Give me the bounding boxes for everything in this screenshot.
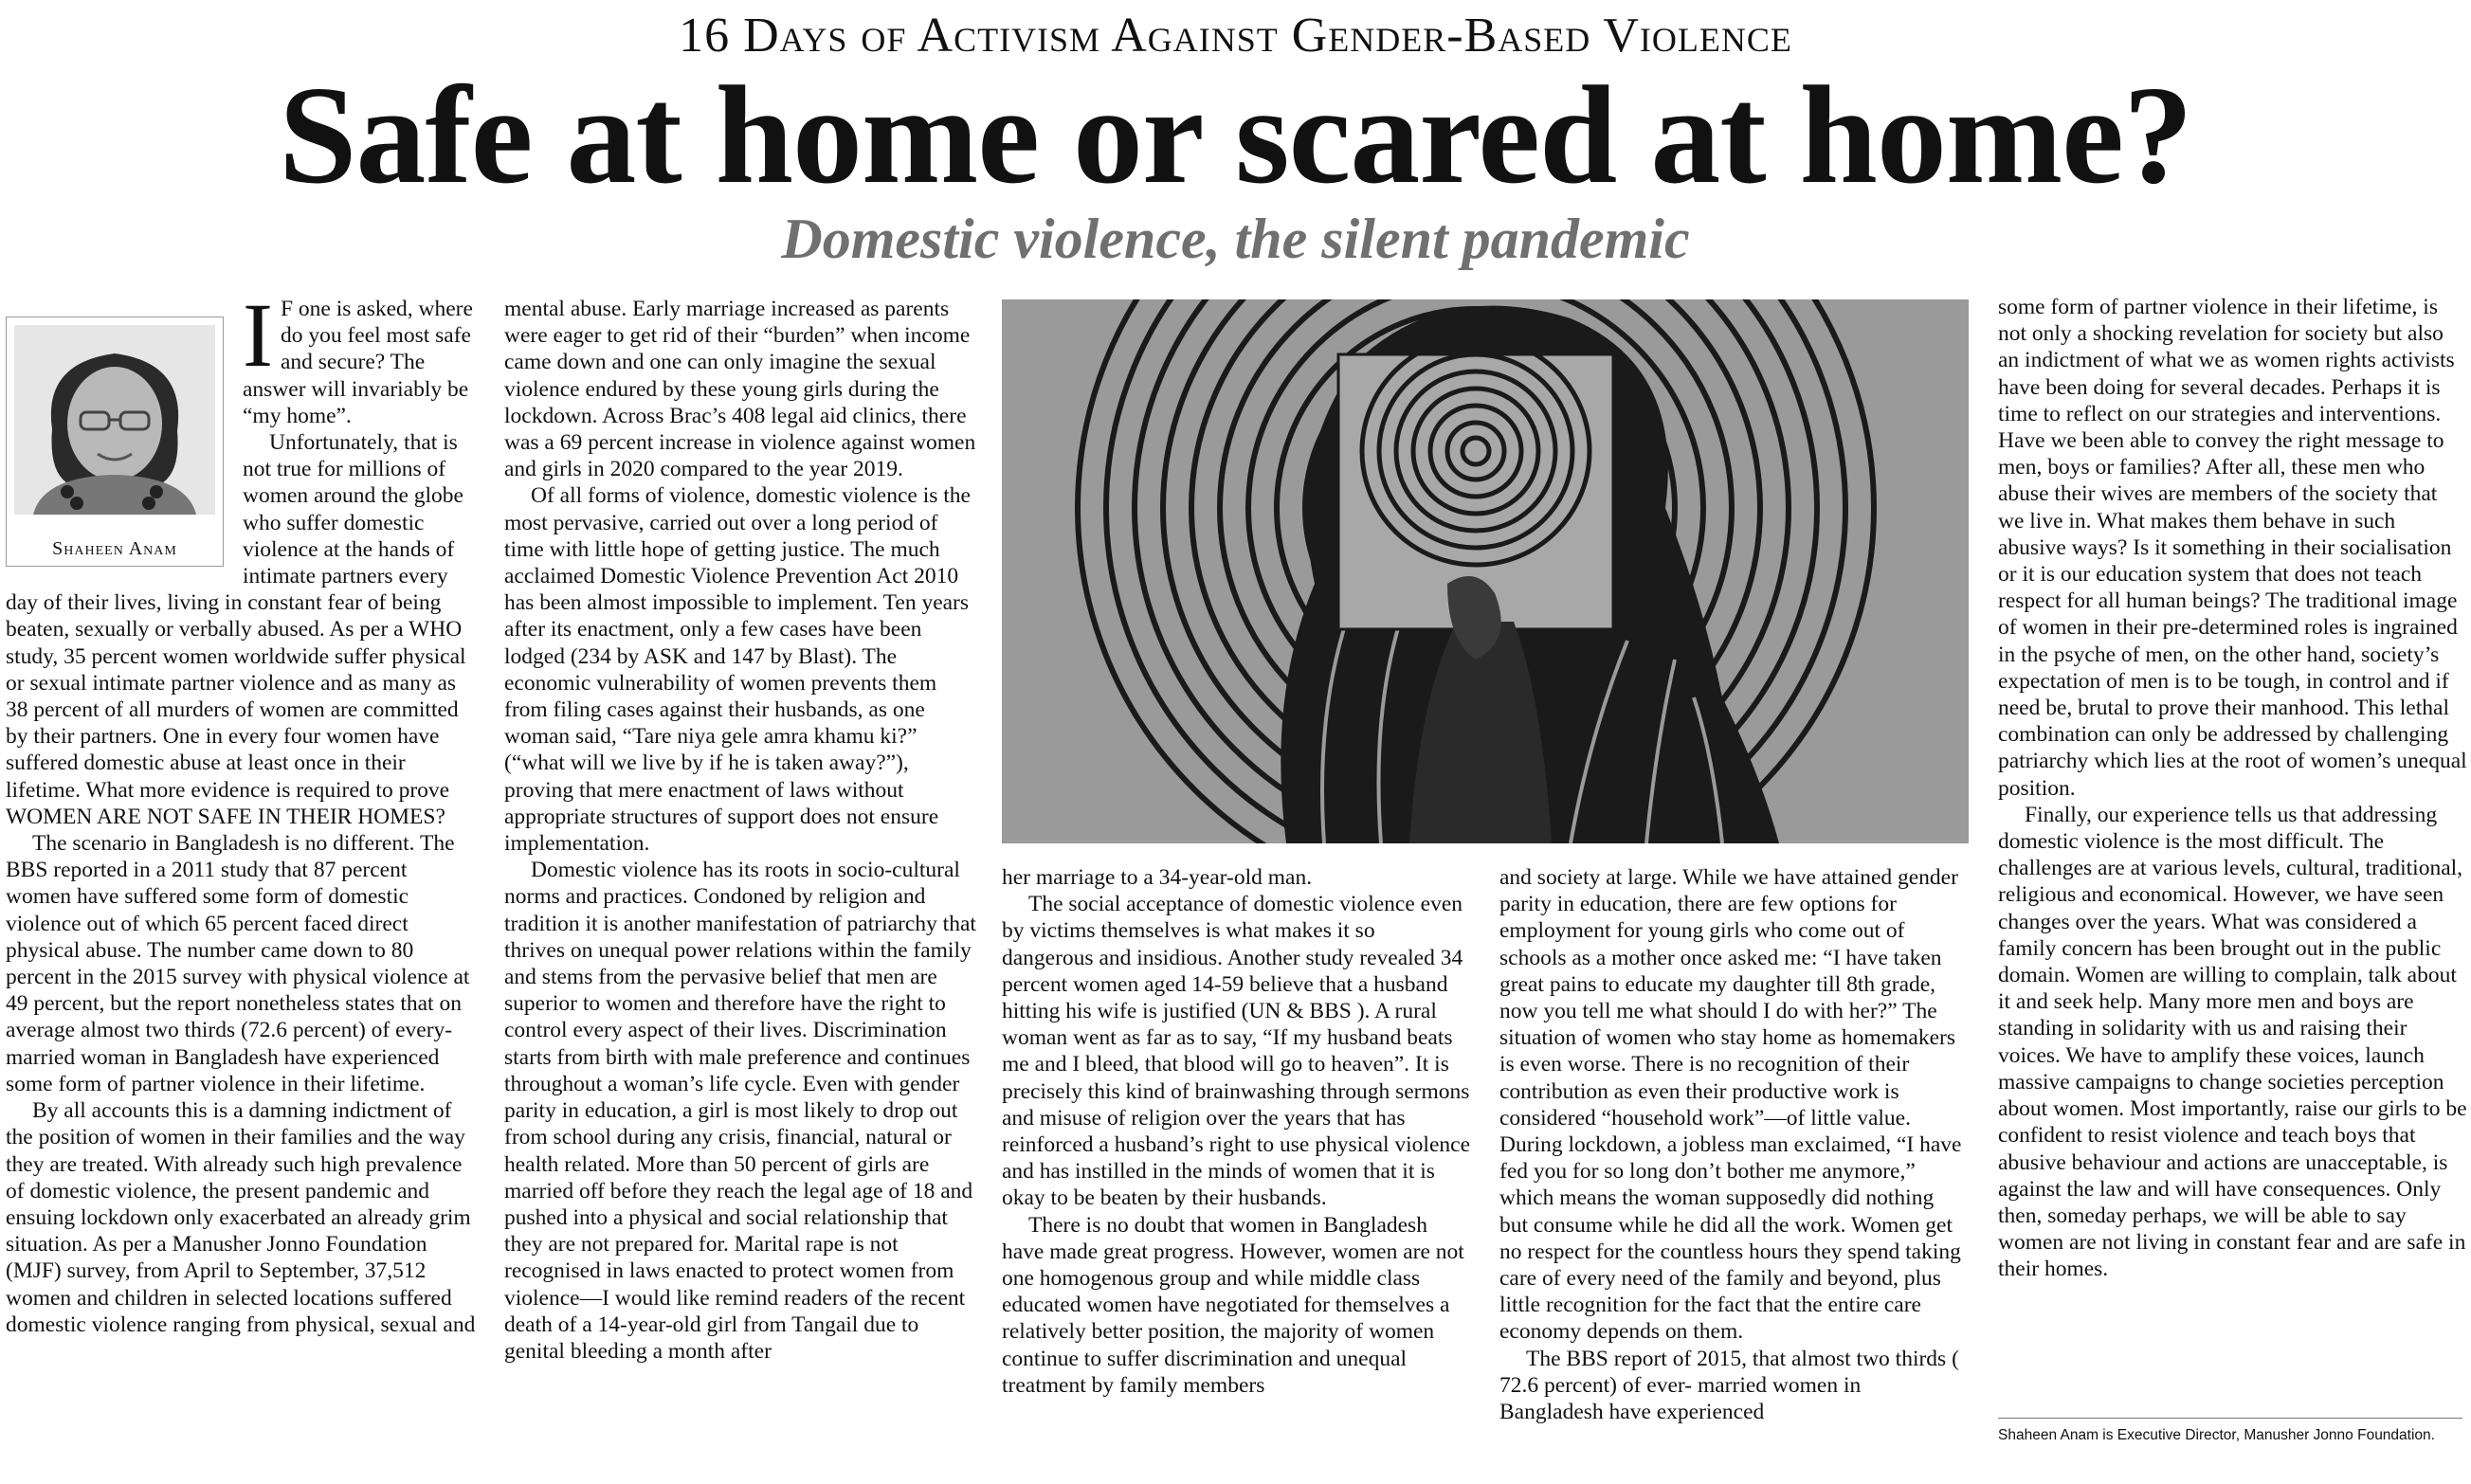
paragraph: Domestic violence has its roots in socio-cultural norms and practices. Condoned by religion and tradition it is another manifestation of patriarchy that thrives on unequal power relations within the family and stems from the pervasive belief that men are superior to women and therefore have the right to control every aspect of their lives. Discrimination starts from birth with male preference and continues throughout a woman’s life cycle. Even with gender parity in education, a girl is most likely to drop out from school during any crisis, financial, natural or health related. More than 50 percent of girls are married off before they reach the legal age of 18 and pushed into a physical and social relationship that they are not prepared for. Marital rape is not recognised in laws enacted to protect women from violence—I would like remind readers of the recent death of a 14-year-old girl from Tangail due to genital bleeding a month after: [504, 858, 976, 1364]
article-column-2: [504, 296, 978, 1365]
paragraph: Finally, our experience tells us that addressing domestic violence is the most difficult. The challenges are at various levels, cultural, traditional, religious and economical. However, we have seen changes over the years. What was considered a family concern has been brought out in the public domain. Women are willing to complain, talk about it and seek help. Many more men and boys are standing in solidarity with us and raising their voices. We have to amplify these voices, launch massive campaigns to change societies perception about women. Most importantly, raise our girls to be confident to resist violence and teach boys that abusive behaviour and actions are unacceptable, is against the law and will have consequences. Only then, someday perhaps, we will be able to say women are not living in constant fear and are safe in their homes.: [1998, 802, 2467, 1282]
paragraph: By all accounts this is a damning indictment of the position of women in their families and the way they are treated. With already such high prevalence of domestic violence, the present pandemic and ensuing lockdown only exacerbated an already grim situation. As per a Manusher Jonno Foundation (MJF) survey, from April to September, 37,512 women and children in selected locations suffered domestic violence ranging from physical, sexual and: [6, 1098, 476, 1337]
article-column-3: [1002, 864, 1470, 1399]
paragraph: her marriage to a 34-year-old man.: [1002, 865, 1313, 890]
paragraph: mental abuse. Early marriage increased as parents were eager to get rid of their “burden” when income came down and one can only imagine the sexual violence endured by these young girls during the lockdown. Across Brac’s 408 legal aid clinics, there was a 69 percent increase in violence against women and girls in 2020 compared to the year 2019.: [504, 297, 976, 482]
paragraph: The BBS report of 2015, that almost two thirds ( 72.6 percent) of ever- married women in Bangladesh have experienced: [1499, 1346, 1959, 1425]
author-footnote: Shaheen Anam is Executive Director, Manusher Jonno Foundation.: [1998, 1418, 2462, 1444]
subheadline: Domestic violence, the silent pandemic: [781, 208, 1690, 270]
article-column-5: [1998, 294, 2468, 1283]
paragraph: and society at large. While we have attained gender parity in education, there are few options for employment for young girls who come out of schools as a mother once asked me: “I have taken great pains to educate my daughter till 8th grade, now you tell me what should I do with her?” The situation of women who stay home as homemakers is even worse. There is no recognition of their contribution as even their productive work is considered “household work”—of little value. During lockdown, a jobless man exclaimed, “I have fed you for so long don’t bother me anymore,” which means the woman supposedly did nothing but consume while he did all the work. Women get no respect for the countless hours they spend taking care of every need of the family and beyond, plus little recognition for the fact that the entire care economy depends on them.: [1499, 865, 1962, 1345]
paragraph: The social acceptance of domestic violence even by victims themselves is what makes it so dangerous and insidious. Another study revealed 34 percent women aged 14-59 believe that a husband hitting his wife is justified (UN & BBS ). A rural woman went as far as to say, “If my husband beats me and I bleed, that blood will go to heaven”. It is precisely this kind of brainwashing through sermons and misuse of religion over the years that has reinforced a husband’s right to use physical violence and has instilled in the minds of women that it is okay to be beaten by their husbands.: [1002, 892, 1471, 1211]
drop-cap: I: [243, 284, 273, 386]
woman-thinking-illustration-icon: [1002, 299, 1969, 843]
author-photo: [6, 317, 224, 567]
headline: Safe at home or scared at home?: [279, 58, 2192, 213]
author-name: Shaheen Anam: [52, 537, 177, 559]
paragraph: Unfortunately, that is not true for millions of women around the globe who suffer domestic violence at the hands of intimate partners every day of their lives, living in constant fear of being beaten, sexually or verbally abused. As per a WHO study, 35 percent women worldwide suffer physical or sexual intimate partner violence and as many as 38 percent of all murders of women are committed by their partners. One in every four women have suffered domestic abuse at least once in their lifetime. What more evidence is required to prove WOMEN ARE NOT SAFE IN THEIR HOMES?: [6, 430, 466, 829]
article-illustration: [1002, 299, 1969, 843]
section-kicker: 16 Days of Activism Against Gender-Based Violence: [679, 9, 1792, 63]
author-portrait-icon: [14, 325, 215, 515]
article-column-1: [6, 284, 476, 1338]
article-column-4: [1499, 864, 1968, 1425]
paragraph: F one is asked, where do you feel most safe and secure? The answer will invariably be “my home”.: [243, 297, 473, 428]
paragraph: Of all forms of violence, domestic violence is the most pervasive, carried out over a long period of time with little hope of getting justice. The much acclaimed Domestic Violence Prevention Act 2010 has been almost impossible to implement. Ten years after its enactment, only a few cases have been lodged (234 by ASK and 147 by Blast). The economic vulnerability of women prevents them from filing cases against their husbands, as one woman said, “Tare niya gele amra khamu ki?” (“what will we live by if he is taken away?”), proving that mere enactment of laws without appropriate structures of support does not ensure implementation.: [504, 483, 971, 857]
paragraph: The scenario in Bangladesh is no different. The BBS reported in a 2011 study that 87 percent women have suffered some form of domestic violence out of which 65 percent faced direct physical abuse. The number came down to 80 percent in the 2015 survey with physical violence at 49 percent, but the report nonetheless states that on average almost two thirds (72.6 percent) of every-married woman in Bangladesh have experienced some form of partner violence in their lifetime.: [6, 831, 470, 1096]
paragraph: There is no doubt that women in Bangladesh have made great progress. However, women are not one homogenous group and while middle class educated women have negotiated for themselves a relatively better position, the majority of women continue to suffer discrimination and unequal treatment by family members: [1002, 1212, 1464, 1398]
paragraph: some form of partner violence in their lifetime, is not only a shocking revelation for society but also an indictment of what we as women rights activists have been doing for several decades. Perhaps it is time to reflect on our strategies and interventions. Have we been able to convey the right message to men, boys or families? After all, these men who abuse their wives are members of the society that we live in. What makes them behave in such abusive ways? Is it something in their socialisation or it is our education system that does not teach respect for all human beings? The traditional image of women in their pre-determined roles is ingrained in the psyche of men, on the other hand, society’s expectation of men is to be tough, in control and if need be, brutal to prove their manhood. This lethal combination can only be addressed by challenging patriarchy which lies at the root of women’s unequal position.: [1998, 295, 2467, 801]
